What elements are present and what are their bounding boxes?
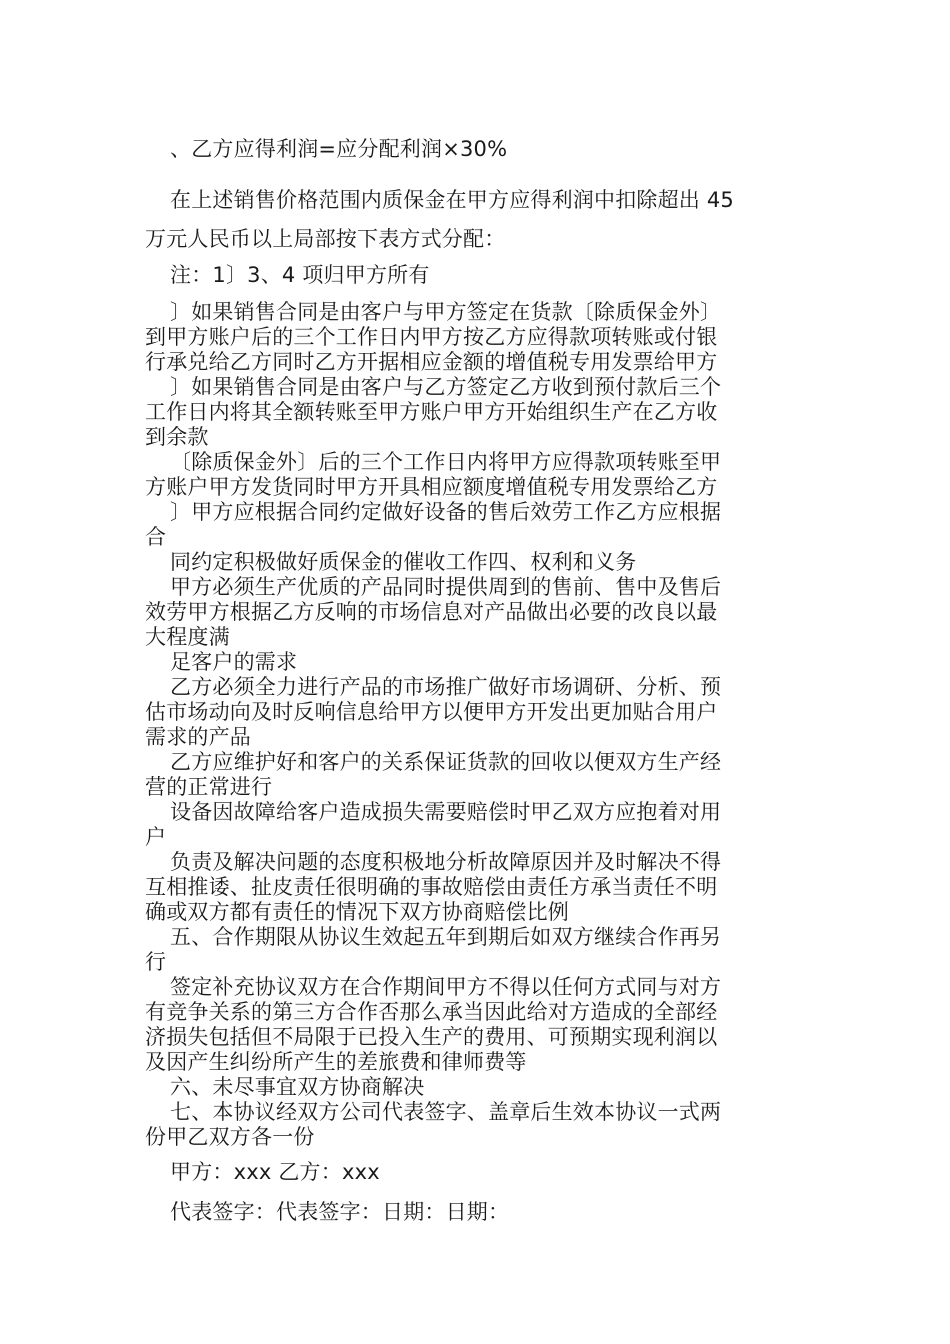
text-line: 及因产生纠纷所产生的差旅费和律师费等: [145, 1050, 527, 1074]
text-line: 乙方应维护好和客户的关系保证货款的回收以便双方生产经: [170, 750, 722, 774]
text-line: 合: [145, 525, 167, 549]
text-line: 到余款: [145, 425, 209, 449]
text-line: 确或双方都有责任的情况下双方协商赔偿比例: [145, 900, 569, 924]
text-line: 有竞争关系的第三方合作否那么承当因此给对方造成的全部经: [145, 1000, 718, 1024]
text-line: 户: [145, 825, 167, 849]
text-line: 乙方必须全力进行产品的市场推广做好市场调研、分析、预: [170, 675, 722, 699]
text-line: 、乙方应得利润=应分配利润×30%: [170, 137, 508, 161]
text-line: 营的正常进行: [145, 775, 273, 799]
text-line: 〔除质保金外〕后的三个工作日内将甲方应得款项转账至甲: [170, 450, 722, 474]
text-line: 五、合作期限从协议生效起五年到期后如双方继续合作再另: [170, 925, 722, 949]
text-line: 同约定积极做好质保金的催收工作四、权利和义务: [170, 550, 637, 574]
text-line: 工作日内将其全额转账至甲方账户甲方开始组织生产在乙方收: [145, 400, 718, 424]
text-line: 互相推诿、扯皮责任很明确的事故赔偿由责任方承当责任不明: [145, 875, 718, 899]
text-line: 设备因故障给客户造成损失需要赔偿时甲乙双方应抱着对用: [170, 800, 722, 824]
text-line: 需求的产品: [145, 725, 251, 749]
text-line: 份甲乙双方各一份: [145, 1125, 315, 1149]
text-line: 〕如果销售合同是由客户与乙方签定乙方收到预付款后三个: [170, 375, 722, 399]
text-line: 七、本协议经双方公司代表签字、盖章后生效本协议一式两: [170, 1100, 722, 1124]
text-line: 方账户甲方发货同时甲方开具相应额度增值税专用发票给乙方: [145, 475, 718, 499]
text-line: 估市场动向及时反响信息给甲方以便甲方开发出更加贴合用户: [145, 700, 718, 724]
text-line: 行承兑给乙方同时乙方开据相应金额的增值税专用发票给甲方: [145, 350, 718, 374]
text-line: 在上述销售价格范围内质保金在甲方应得利润中扣除超出 45: [170, 188, 734, 212]
text-line: 〕甲方应根据合同约定做好设备的售后效劳工作乙方应根据: [170, 500, 722, 524]
text-line: 甲方必须生产优质的产品同时提供周到的售前、售中及售后: [170, 575, 722, 599]
text-line: 到甲方账户后的三个工作日内甲方按乙方应得款项转账或付银: [145, 325, 718, 349]
text-line: 签定补充协议双方在合作期间甲方不得以任何方式同与对方: [170, 975, 722, 999]
text-line: 行: [145, 950, 167, 974]
text-line: 注：1〕3、4 项归甲方所有: [170, 263, 430, 287]
text-line: 〕如果销售合同是由客户与甲方签定在货款〔除质保金外〕: [170, 300, 722, 324]
text-line: 大程度满: [145, 625, 230, 649]
party-line: 甲方：xxx 乙方：xxx: [170, 1160, 380, 1184]
signature-line: 代表签字：代表签字：日期：日期：: [170, 1200, 510, 1224]
text-line: 六、未尽事宜双方协商解决: [170, 1075, 425, 1099]
text-line: 负责及解决问题的态度积极地分析故障原因并及时解决不得: [170, 850, 722, 874]
text-line: 万元人民币以上局部按下表方式分配：: [145, 227, 506, 251]
text-line: 济损失包括但不局限于已投入生产的费用、可预期实现利润以: [145, 1025, 718, 1049]
text-line: 足客户的需求: [170, 650, 298, 674]
text-line: 效劳甲方根据乙方反响的市场信息对产品做出必要的改良以最: [145, 600, 718, 624]
